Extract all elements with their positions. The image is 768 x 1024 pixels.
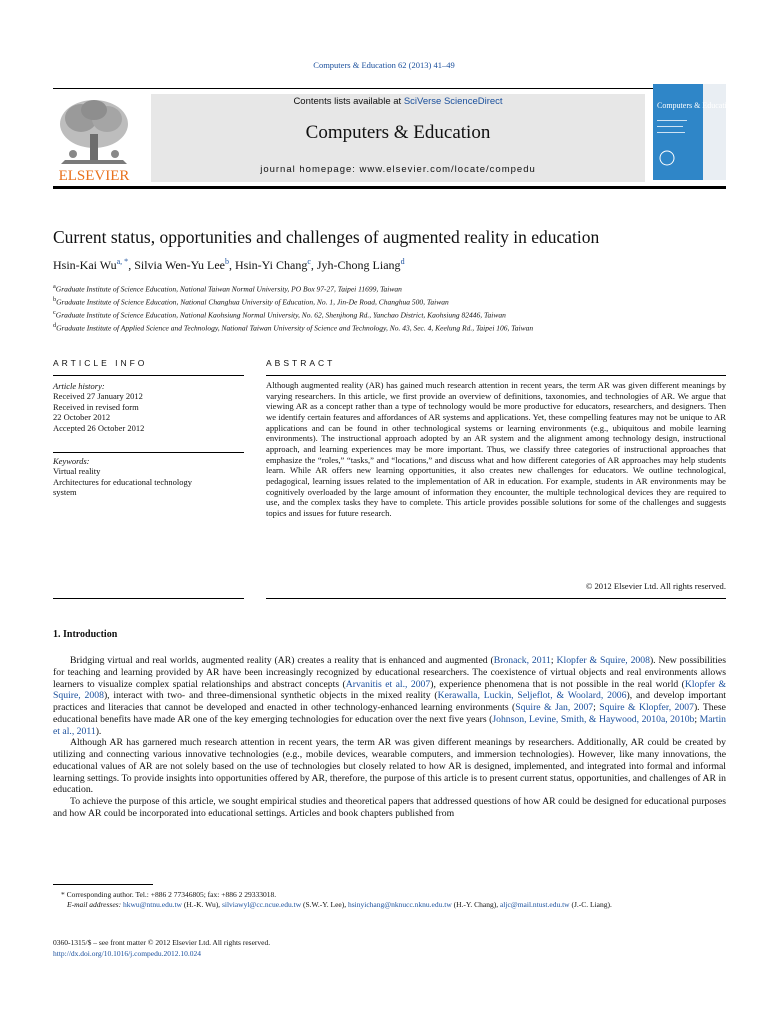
email-addresses <box>53 900 726 910</box>
elsevier-wordmark: ELSEVIER <box>58 168 130 184</box>
cover-title: Computers & Education <box>657 101 735 110</box>
abstract-heading: ABSTRACT <box>266 358 336 368</box>
citation-link[interactable]: Kerawalla, Luckin, Seljeflot, & Woolard, 2006 <box>437 690 627 702</box>
citation-link[interactable]: Squire & Klopfer, 2007 <box>599 702 694 713</box>
author-name: Jyh-Chong Liang <box>316 258 401 272</box>
affiliation-list <box>53 282 733 334</box>
history-line: Received in revised form <box>53 401 139 412</box>
abstract-rule-top <box>266 375 726 376</box>
intro-text: ; <box>593 702 600 713</box>
affiliation <box>53 308 733 321</box>
email-owner: (H.-K. Wu), <box>181 900 222 909</box>
corresponding-author-note: * Corresponding author. Tel.: +886 2 77346805; fax: +886 2 29333018. <box>61 890 277 899</box>
citation-link[interactable]: Arvanitis et al., 2007 <box>345 678 431 690</box>
affiliation-mark: a <box>53 283 56 290</box>
affiliation-text: Graduate Institute of Applied Science and Technology, National Taiwan University of Science and Technology, No. 43, Sec. 4, Keelung Rd., Taipei 106, Taiwan <box>56 323 534 333</box>
footnotes <box>53 890 726 910</box>
doi-link[interactable]: http://dx.doi.org/10.1016/j.compedu.2012.10.024 <box>53 949 201 958</box>
article-title: Current status, opportunities and challenges of augmented reality in education <box>53 227 600 247</box>
history-line: 22 October 2012 <box>53 412 111 423</box>
keywords <box>53 456 243 498</box>
history-line: Accepted 26 October 2012 <box>53 422 145 433</box>
email-owner: (J.-C. Liang). <box>569 900 612 909</box>
affiliation <box>53 282 733 295</box>
article-info-rule-bottom <box>53 598 244 599</box>
affiliation-mark: d <box>53 322 57 330</box>
email-link[interactable]: aljc@mail.ntust.edu.tw <box>499 900 570 909</box>
author-affiliation-mark[interactable]: a, * <box>116 257 129 266</box>
keyword: Virtual reality <box>53 466 101 477</box>
author-separator: , <box>310 258 317 272</box>
affiliation-text: Graduate Institute of Science Education, National Kaohsiung Normal University, No. 62, Shenjhong Rd., Yanchao District, Kaohsiung 82446, Taiwan <box>55 310 506 320</box>
contents-prefix: Contents lists available at <box>293 96 404 107</box>
email-label: E-mail addresses: <box>67 900 123 909</box>
journal-title: Computers & Education <box>305 122 491 143</box>
abstract-copyright: © 2012 Elsevier Ltd. All rights reserved. <box>585 581 726 591</box>
header-rule-bottom <box>53 186 726 189</box>
intro-text: ; <box>550 655 557 666</box>
keyword: Architectures for educational technology <box>53 476 193 487</box>
introduction-heading: 1. Introduction <box>53 629 118 640</box>
citation-link[interactable]: Klopfer & Squire, 2008 <box>556 655 650 666</box>
affiliation <box>53 295 733 308</box>
introduction-body <box>53 655 726 820</box>
citation-link[interactable]: Martin et al., 2011 <box>53 713 726 737</box>
keyword: system <box>53 487 77 498</box>
intro-paragraph-2: Although AR has garnered much research attention in recent years, the term AR was given different meanings by researchers. Additionally, AR could be created by utilizing and connecting various innovative technologies (e.g., mobile devices, wearable computers, and immersion technologies). However, like many innovations, the educational values of AR are not solely based on the use of technologies but closely related to how AR is designed, implemented, and integrated into formal and informal learning settings. To provide insights into opportunities offered by AR, therefore, the purpose of this article is to present current status, opportunities, and challenges of AR in education. <box>53 737 726 796</box>
intro-text: ; <box>694 713 700 725</box>
history-line: Received 27 January 2012 <box>53 391 143 402</box>
keywords-label: Keywords: <box>53 456 90 466</box>
intro-paragraph-3: To achieve the purpose of this article, we sought empirical studies and theoretical papers that addressed questions of how AR could be designed for educational purposes and how AR could be incorporated into educational settings. Articles and book chapters published from <box>53 796 726 819</box>
article-info-rule-top <box>53 375 244 376</box>
affiliation-text: Graduate Institute of Science Education, National Taiwan Normal University, PO Box 97-27, Taipei 11699, Taiwan <box>55 284 402 294</box>
intro-text: ). New possibilities for teaching and learning provided by AR have been increasingly recognized by educational researchers. The coexistence of virtual objects and real environments allows learners to visualize complex spatial relationships and abstract concepts ( <box>53 655 726 690</box>
journal-cover-thumbnail <box>653 84 735 180</box>
elsevier-logo <box>53 94 135 182</box>
email-link[interactable]: silviawyl@cc.ncue.edu.tw <box>221 900 302 909</box>
abstract-text: Although augmented reality (AR) has gained much research attention in recent years, the term AR was given different meanings by varying researchers. In this article, we first provide an overview of definitions, taxonomies, and technologies of AR. We argue that viewing AR as a concept rather than a type of technology would be more productive for educators, researchers, and designers. Then we identify certain features and affordances of AR systems and applications. Yet, these compelling features may not be unique to AR applications and can be found in other technological systems or learning environments (e.g., ubiquitous and mobile learning environments). The instructional approach adopted by an AR system and the alignment among technology design, instructional approach, and learning experiences may be more important. Thus, we classify three categories of instructional approaches that emphasize the “roles,” “tasks,” and “locations,” and discuss what and how different categories of AR approaches may help students learn. While AR offers new learning opportunities, it also creates new challenges for educators. We outline technological, pedagogical, learning issues related to the implementation of AR in education. For example, students in AR environments may be cognitively overloaded by the large amount of information they encounter, the multiple technological devices they are required to use, and the complex tasks they have to complete. This article provides possible solutions for some of the challenges and suggests topics and issues for future research. <box>266 380 726 518</box>
author-separator: , <box>128 258 135 272</box>
author-separator: , <box>228 258 235 272</box>
abstract-rule-bottom <box>266 598 726 599</box>
citation-link[interactable]: Klopfer & Squire, 2008 <box>53 678 726 702</box>
sciencedirect-link[interactable]: SciVerse ScienceDirect <box>403 96 503 107</box>
journal-header-banner <box>151 94 645 182</box>
intro-text: ), interact with two- and three-dimensional synthetic objects in the mixed reality ( <box>103 690 438 702</box>
elsevier-tree-icon <box>53 94 135 182</box>
author-affiliation-mark[interactable]: d <box>400 257 405 266</box>
author-name: Silvia Wen-Yu Lee <box>134 258 225 272</box>
intro-text: ), and develop important practices and literacies that cannot be developed and enacted in other technology-enhanced learning environments ( <box>53 690 726 713</box>
article-identifiers <box>53 937 453 959</box>
affiliation-mark: b <box>53 296 57 304</box>
email-owner: (S.W.-Y. Lee), <box>301 900 348 909</box>
journal-citation[interactable]: Computers & Education 62 (2013) 41–49 <box>313 60 455 70</box>
intro-text: ). <box>95 725 102 737</box>
affiliation <box>53 321 733 334</box>
author-name: Hsin-Kai Wu <box>53 258 117 272</box>
email-owner: (H.-Y. Chang), <box>451 900 500 909</box>
intro-text: Bridging virtual and real worlds, augmented reality (AR) creates a reality that is enhanced and augmented ( <box>70 655 494 666</box>
author-affiliation-mark[interactable]: c <box>307 257 311 266</box>
author-affiliation-mark[interactable]: b <box>224 257 229 266</box>
article-info-heading: ARTICLE INFO <box>53 358 148 368</box>
email-link[interactable]: hsinyichang@nknucc.nknu.edu.tw <box>348 900 452 909</box>
contents-line <box>151 96 645 107</box>
citation-link[interactable]: Bronack, 2011 <box>493 655 551 666</box>
journal-homepage-link[interactable]: journal homepage: www.elsevier.com/locate/compedu <box>260 164 536 175</box>
intro-text: ). These educational benefits have made AR one of the key emerging technologies for education over the next five years ( <box>53 702 726 725</box>
article-history <box>53 381 243 433</box>
affiliation-text: Graduate Institute of Science Education, National Changhua University of Education, No. 1, Jin-De Road, Changhua 500, Taiwan <box>56 297 449 307</box>
citation-link[interactable]: Johnson, Levine, Smith, & Haywood, 2010a, 2010b <box>492 713 695 725</box>
affiliation-mark: c <box>53 309 56 317</box>
author-name: Hsin-Yi Chang <box>234 258 308 272</box>
email-link[interactable]: hkwu@ntnu.edu.tw <box>122 900 182 909</box>
issn-line: 0360-1315/$ – see front matter © 2012 Elsevier Ltd. All rights reserved. <box>53 938 271 947</box>
article-info-rule-mid <box>53 452 244 453</box>
history-label: Article history: <box>53 381 105 391</box>
header-rule-top <box>53 88 726 89</box>
intro-paragraph-1 <box>53 655 726 737</box>
intro-text: ), experience phenomena that is not possible in the real world ( <box>430 678 685 690</box>
citation-link[interactable]: Squire & Jan, 2007 <box>515 702 594 713</box>
author-list <box>53 257 405 273</box>
footnote-rule <box>53 884 153 885</box>
